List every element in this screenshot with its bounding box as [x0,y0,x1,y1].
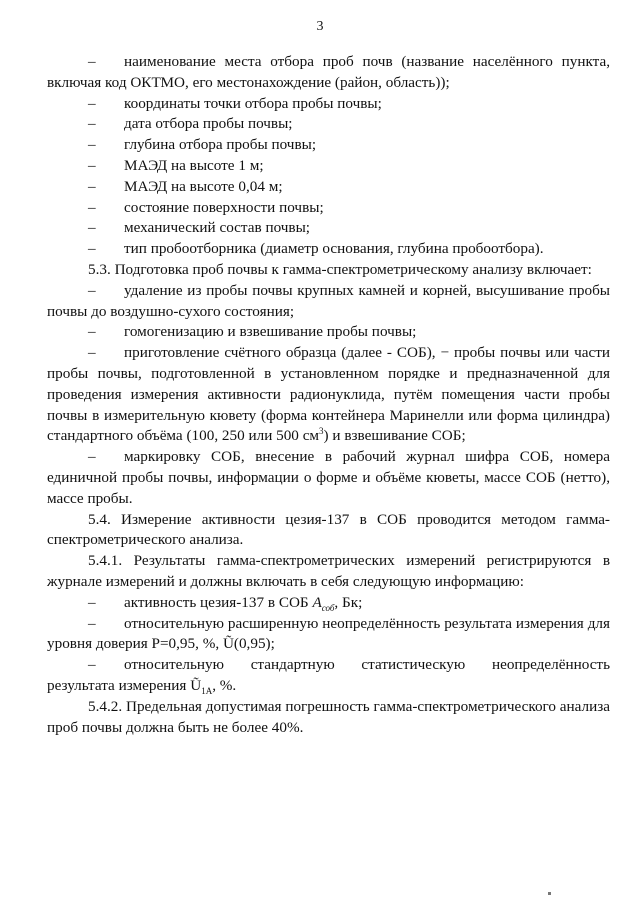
section-paragraph-5-3: 5.3. Подготовка проб почвы к гамма-спектрометрическому анализу включает: [88,260,592,278]
scan-artifact [548,892,551,895]
list-item-text: тип пробоотборника (диаметр основания, глубина пробоотбора). [124,240,544,258]
list-item-text: относительную расширенную неопределённость результата измерения для уровня доверия Р=0,95, %, Ũ(0,95); [47,614,610,653]
list-dash: – [88,344,96,362]
list-dash: – [88,656,96,674]
list-item-text: маркировку СОБ, внесение в рабочий журнал шифра СОБ, номера единичной пробы почвы, информации о форме и объёме кюветы, массе СОБ (нетто), массе пробы. [47,448,610,507]
list-item-text: наименование места отбора проб почв (название населённого пункта, включая код ОКТМО, его местонахождение (район, область)); [47,53,610,91]
subscript: соб [321,602,335,613]
list-dash: – [88,240,96,258]
list-item-text: состояние поверхности почвы; [124,198,324,216]
section-paragraph-5-4: 5.4. Измерение активности цезия-137 в СОБ проводится методом гамма-спектрометрического анализа. [47,510,610,549]
list-dash: – [88,448,96,466]
list-dash: – [88,156,96,174]
list-item [47,593,610,614]
list-item [47,94,610,115]
list-item [47,218,610,239]
list-item [47,135,610,156]
list-item [47,156,610,177]
list-item-text: , %. [212,676,237,694]
formula-symbol: A [312,593,322,611]
list-dash: – [88,177,96,195]
list-dash: – [88,53,96,70]
list-dash: – [88,219,96,237]
list-item-text: приготовление счётного образца (далее - СОБ), − пробы почвы или части пробы почвы, подготовленной в установленном порядке и предназначенной для проведения измерения активности радионуклида, путём помещения части пробы почвы в измерительную кювету (форма контейнера Маринелли или форма цилиндра) стандартного объёма (100, 250 или 500 см [47,344,610,445]
list-dash: – [88,281,96,299]
subscript: 1А [201,685,213,696]
page-number: 3 [316,19,324,34]
list-item [47,114,610,135]
list-item [47,52,610,94]
list-item-text: механический состав почвы; [124,219,311,237]
list-item-text: гомогенизацию и взвешивание пробы почвы; [124,323,417,341]
list-item [47,198,610,219]
section-paragraph-5-4-2: 5.4.2. Предельная допустимая погрешность гамма-спектрометрического анализа проб почвы должна быть не более 40%. [47,697,610,736]
list-item-text: МАЭД на высоте 1 м; [124,156,264,174]
list-item-text: координаты точки отбора пробы почвы; [124,94,382,112]
list-item-text: относительную стандартную статистическую неопределённость результата измерения Ũ [47,656,610,694]
list-item [47,322,610,343]
list-dash: – [88,115,96,133]
list-item-text: активность цезия-137 в СОБ [124,593,313,611]
list-item [47,655,610,697]
list-item [47,281,610,323]
list-item-text: дата отбора пробы почвы; [124,115,293,133]
list-item [47,447,610,509]
list-item [47,177,610,198]
list-item-text: глубина отбора пробы почвы; [124,136,317,154]
list-dash: – [88,136,96,154]
list-dash: – [88,323,96,341]
list-dash: – [88,198,96,216]
list-item-text: ) и взвешивание СОБ; [323,427,466,445]
superscript: 3 [319,426,324,437]
list-item [47,239,610,260]
list-item-text: МАЭД на высоте 0,04 м; [124,177,283,195]
list-item-text: , Бк; [334,593,363,611]
list-item [47,343,610,447]
list-item [47,614,610,656]
list-dash: – [88,614,96,632]
list-dash: – [88,94,96,112]
list-item-text: удаление из пробы почвы крупных камней и корней, высушивание пробы почвы до воздушно-сухого состояния; [47,281,610,320]
list-dash: – [88,593,96,611]
section-paragraph-5-4-1: 5.4.1. Результаты гамма-спектрометрических измерений регистрируются в журнале измерений и должны включать в себя следующую информацию: [47,552,610,590]
